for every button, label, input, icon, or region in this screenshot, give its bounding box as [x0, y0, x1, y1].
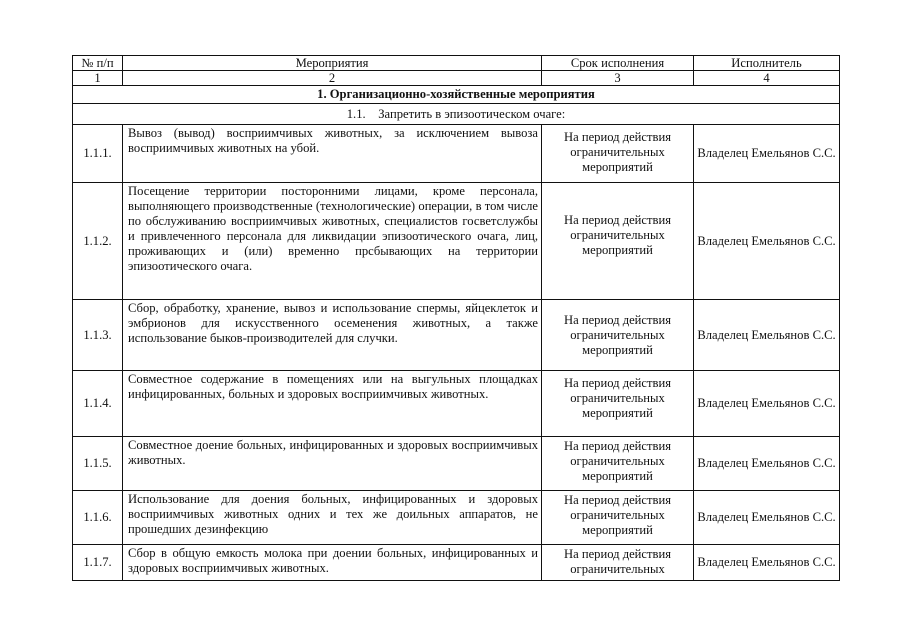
row-number: 1.1.3.: [73, 300, 123, 371]
row-executor: Владелец Емельянов С.С.: [694, 183, 840, 300]
column-number: 3: [542, 71, 694, 86]
row-executor: Владелец Емельянов С.С.: [694, 300, 840, 371]
row-measure: Совместное содержание в помещениях или на выгульных площадках инфицированных, больных и здоровых восприимчивых животных.: [123, 371, 542, 437]
header-number: № п/п: [73, 56, 123, 71]
column-number: 2: [123, 71, 542, 86]
table-row: [73, 300, 840, 371]
row-number: 1.1.6.: [73, 491, 123, 545]
table-row: [73, 371, 840, 437]
table-header-row: [73, 56, 840, 71]
row-number: 1.1.4.: [73, 371, 123, 437]
table-row: [73, 491, 840, 545]
row-term: На период действия ограничительных мероприятий: [542, 371, 694, 437]
section-row: [73, 86, 840, 104]
measures-table: [72, 55, 840, 581]
column-number: 4: [694, 71, 840, 86]
column-number: 1: [73, 71, 123, 86]
table-row: [73, 545, 840, 581]
header-executor: Исполнитель: [694, 56, 840, 71]
row-measure: Использование для доения больных, инфицированных и здоровых восприимчивых животных одних и тех же доильных аппаратов, не прошедших дезинфекцию: [123, 491, 542, 545]
row-number: 1.1.5.: [73, 437, 123, 491]
header-measures: Мероприятия: [123, 56, 542, 71]
row-executor: Владелец Емельянов С.С.: [694, 437, 840, 491]
subsection-row: [73, 104, 840, 125]
row-term: На период действия ограничительных: [542, 545, 694, 581]
row-measure: Посещение территории посторонними лицами, кроме персонала, выполняющего производственные (технологические) операции, в том числе по обслуживанию восприимчивых животных, специалистов госветслужбы и привлеченного персонала для ликвидации эпизоотического очага, лиц, проживающих и (или) временно прсбывающих на территории эпизоотического очага.: [123, 183, 542, 300]
subsection-title: 1.1. Запретить в эпизоотическом очаге:: [73, 104, 840, 125]
row-term: На период действия ограничительных мероприятий: [542, 183, 694, 300]
row-term: На период действия ограничительных мероприятий: [542, 491, 694, 545]
row-term: На период действия ограничительных мероприятий: [542, 437, 694, 491]
row-measure: Сбор, обработку, хранение, вывоз и использование спермы, яйцеклеток и эмбрионов для искусственного осеменения животных, а также использование быков-производителей для случки.: [123, 300, 542, 371]
row-executor: Владелец Емельянов С.С.: [694, 491, 840, 545]
section-title: 1. Организационно-хозяйственные мероприятия: [73, 86, 840, 104]
row-number: 1.1.2.: [73, 183, 123, 300]
row-executor: Владелец Емельянов С.С.: [694, 545, 840, 581]
document-page: [72, 55, 839, 581]
row-number: 1.1.7.: [73, 545, 123, 581]
row-measure: Совместное доение больных, инфицированных и здоровых восприимчивых животных.: [123, 437, 542, 491]
table-row: [73, 183, 840, 300]
header-term: Срок исполнения: [542, 56, 694, 71]
table-row: [73, 125, 840, 183]
row-term: На период действия ограничительных мероприятий: [542, 300, 694, 371]
row-measure: Сбор в общую емкость молока при доении больных, инфицированных и здоровых восприимчивых животных.: [123, 545, 542, 581]
column-number-row: [73, 71, 840, 86]
row-executor: Владелец Емельянов С.С.: [694, 125, 840, 183]
row-measure: Вывоз (вывод) восприимчивых животных, за исключением вывоза восприимчивых животных на убой.: [123, 125, 542, 183]
row-term: На период действия ограничительных мероприятий: [542, 125, 694, 183]
table-row: [73, 437, 840, 491]
row-executor: Владелец Емельянов С.С.: [694, 371, 840, 437]
row-number: 1.1.1.: [73, 125, 123, 183]
